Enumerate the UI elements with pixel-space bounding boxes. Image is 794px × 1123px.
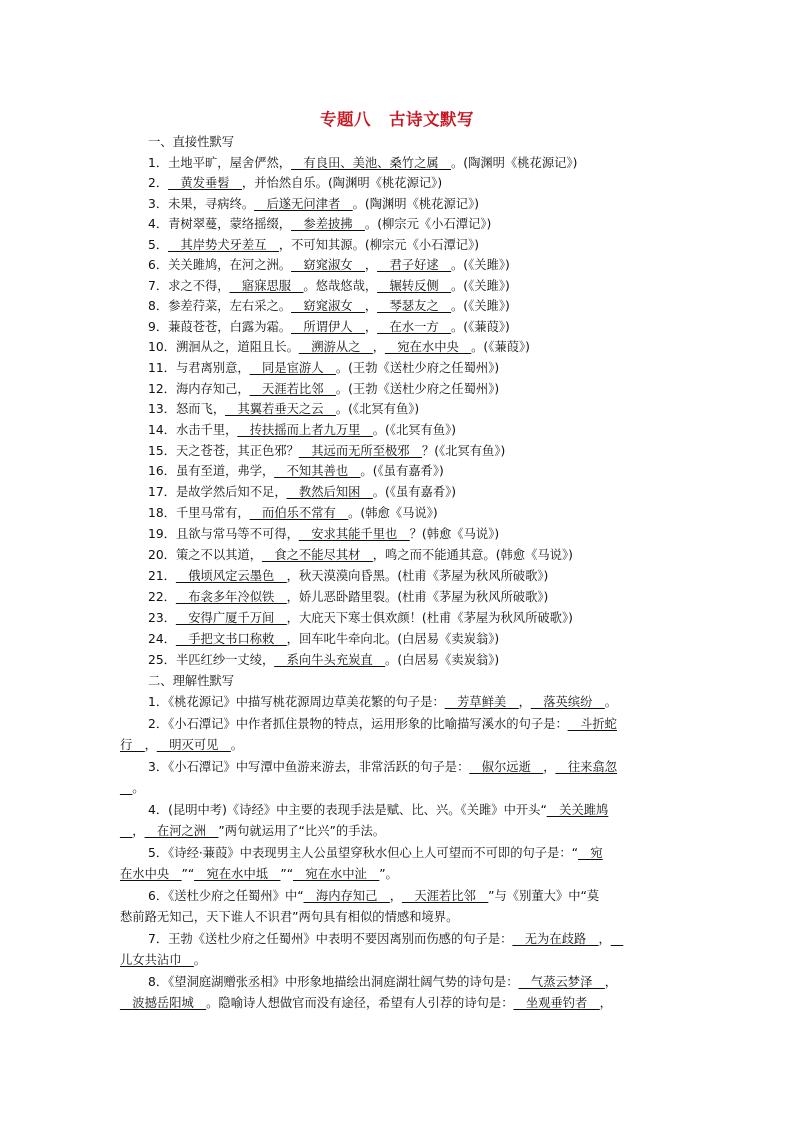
prompt-text: 。(《蒹葭》) xyxy=(471,340,530,354)
answer-blank: __天涯若比邻__ xyxy=(249,382,336,396)
prompt-text: ， xyxy=(389,889,403,903)
answer-blank: __有良田、美池、桑竹之属__ xyxy=(291,156,451,170)
prompt-text: ， xyxy=(604,975,617,989)
prompt-text: ”。 xyxy=(379,867,398,881)
title-topic-name: 古诗文默写 xyxy=(389,110,474,129)
prompt-text: 6．关关雎鸠，在河之洲。 xyxy=(148,258,292,272)
text-line xyxy=(148,175,442,191)
text-line xyxy=(148,278,510,294)
prompt-text: 23． xyxy=(148,611,176,625)
prompt-text: 13．怒而飞， xyxy=(148,402,226,416)
prompt-text: 22． xyxy=(148,590,176,604)
prompt-text: ， xyxy=(599,996,612,1010)
answer-blank: __ xyxy=(120,824,133,838)
answer-blank: __琴瑟友之__ xyxy=(377,299,451,313)
text-line xyxy=(148,845,603,861)
answer-blank: __宛在水中沚__ xyxy=(293,867,380,881)
answer-blank: __辗转反侧__ xyxy=(377,279,451,293)
prompt-text: 2． xyxy=(148,176,169,190)
prompt-text: 21． xyxy=(148,569,176,583)
answer-blank: __窈窕淑女__ xyxy=(291,299,365,313)
text-line xyxy=(148,759,617,775)
answer-blank: __安求其能千里也__ xyxy=(298,527,410,541)
prompt-text: 。(《关雎》) xyxy=(451,279,510,293)
prompt-text: 。 xyxy=(604,695,618,709)
answer-blank: __宛在水中央__ xyxy=(385,340,472,354)
text-line xyxy=(148,257,510,273)
prompt-text: ，娇儿恶卧踏里裂。(杜甫《茅屋为秋风所破歌》) xyxy=(286,590,549,604)
prompt-text: 。 xyxy=(132,781,145,795)
answer-blank: __后遂无问津者__ xyxy=(254,197,353,211)
title-topic-number: 专题八 xyxy=(320,110,371,129)
prompt-text: 二、理解性默写 xyxy=(148,674,235,688)
prompt-text: 7．求之不得， xyxy=(148,279,230,293)
text-line xyxy=(148,974,617,990)
text-line xyxy=(120,737,243,753)
text-line xyxy=(148,888,599,904)
text-line xyxy=(148,381,499,397)
text-line xyxy=(148,673,234,689)
prompt-text: 1．《桃花源记》中描写桃花源周边草美花繁的句子是： xyxy=(148,695,445,709)
prompt-text: ”两句就运用了“比兴”的手法。 xyxy=(218,824,386,838)
answer-blank: 儿女共沾巾__ xyxy=(120,953,194,967)
text-line xyxy=(148,547,573,563)
prompt-text: 。 xyxy=(193,953,207,967)
prompt-text: 12．海内存知己， xyxy=(148,382,250,396)
answer-blank: __布衾多年冷似铁__ xyxy=(175,590,287,604)
prompt-text: ， xyxy=(364,299,378,313)
text-line xyxy=(148,237,479,253)
text-line xyxy=(120,952,206,968)
answer-blank: __教然后知困__ xyxy=(286,485,373,499)
text-line xyxy=(148,802,608,818)
prompt-text: 4．(昆明中考)《诗经》中主要的表现手法是赋、比、兴。《关雎》中开头“ xyxy=(148,803,547,817)
answer-blank: __海内存知己__ xyxy=(303,889,390,903)
text-line xyxy=(148,505,438,521)
prompt-text: ， xyxy=(144,738,157,752)
prompt-text: 24． xyxy=(148,632,176,646)
prompt-text: 愁前路无知己，天下谁人不识君”两句具有相似的情感和境界。 xyxy=(120,910,459,924)
answer-blank: __系向牛头充炭直__ xyxy=(274,653,386,667)
text-line xyxy=(120,823,385,839)
text-line xyxy=(148,196,479,212)
prompt-text: 。隐喻诗人想做官而没有途径，希望有人引荐的诗句是： xyxy=(206,996,514,1010)
prompt-text: 。(《北冥有鱼》) xyxy=(335,402,420,416)
prompt-text: 。(陶渊明《桃花源记》) xyxy=(352,197,480,211)
text-line xyxy=(148,463,444,479)
answer-blank: __不知其善也__ xyxy=(274,464,361,478)
answer-blank: 行__ xyxy=(120,738,145,752)
answer-blank: __俄顷风定云墨色__ xyxy=(175,569,287,583)
answer-blank: __窈窕淑女__ xyxy=(291,258,365,272)
page-title xyxy=(0,106,794,130)
prompt-text: ”与《别董大》中“莫 xyxy=(488,889,600,903)
answer-blank: __所谓伊人__ xyxy=(291,320,365,334)
answer-blank: __抟扶摇而上者九万里__ xyxy=(237,423,373,437)
prompt-text: 。(《虽有嘉肴》) xyxy=(372,485,457,499)
answer-blank: __溯游从之__ xyxy=(298,340,373,354)
answer-blank: __关关雎鸠 xyxy=(546,803,609,817)
answer-blank: __波撼岳阳城__ xyxy=(120,996,207,1010)
answer-blank: __明灭可见__ xyxy=(156,738,231,752)
text-line xyxy=(148,568,548,584)
prompt-text: ，回车叱牛牵向北。(白居易《卖炭翁》) xyxy=(286,632,500,646)
answer-blank: __芳草鲜美__ xyxy=(444,695,519,709)
prompt-text: 。(柳宗元《小石潭记》) xyxy=(364,217,492,231)
answer-blank: __在水一方__ xyxy=(377,320,451,334)
text-line xyxy=(148,526,499,542)
text-line xyxy=(148,589,548,605)
text-line xyxy=(148,422,456,438)
prompt-text: 17．是故学然后知不足， xyxy=(148,485,287,499)
text-line xyxy=(148,155,577,171)
answer-blank: __食之不能尽其材__ xyxy=(262,548,373,562)
text-line xyxy=(148,443,505,459)
prompt-text: 。(《北冥有鱼》) xyxy=(372,423,457,437)
answer-blank: 在水中央__ xyxy=(120,867,182,881)
prompt-text: 。 xyxy=(230,738,244,752)
prompt-text: 8．参差荇菜，左右采之。 xyxy=(148,299,292,313)
prompt-text: 10．溯洄从之，道阻且长。 xyxy=(148,340,299,354)
answer-blank: __无为在歧路__ xyxy=(512,932,599,946)
prompt-text: ，不可知其源。(柳宗元《小石潭记》) xyxy=(278,238,480,252)
text-line xyxy=(148,134,234,150)
prompt-text: 3．未果，寻病终。 xyxy=(148,197,255,211)
answer-blank: __而伯乐不常有__ xyxy=(249,506,349,520)
prompt-text: 。(《蒹葭》) xyxy=(451,320,510,334)
prompt-text: ，大庇天下寒士俱欢颜！(杜甫《茅屋为秋风所破歌》) xyxy=(286,611,573,625)
answer-blank: __宛在水中坻__ xyxy=(194,867,281,881)
prompt-text: 16．虽有至道，弗学， xyxy=(148,464,275,478)
prompt-text: 。(王勃《送杜少府之任蜀州》) xyxy=(335,382,500,396)
prompt-text: ？(韩愈《马说》) xyxy=(409,527,500,541)
answer-blank: __其翼若垂天之云__ xyxy=(225,402,336,416)
prompt-text: ”“ xyxy=(181,867,195,881)
prompt-text: 18．千里马常有， xyxy=(148,506,250,520)
prompt-text: ，并怡然自乐。(陶渊明《桃花源记》) xyxy=(241,176,443,190)
answer-blank: __寤寐思服__ xyxy=(229,279,304,293)
prompt-text: ， xyxy=(364,258,378,272)
text-line xyxy=(148,652,499,668)
answer-blank: __天涯若比邻__ xyxy=(402,889,489,903)
text-line xyxy=(148,216,491,232)
prompt-text: 15．天之苍苍，其正色邪？ xyxy=(148,444,299,458)
text-line xyxy=(148,716,617,732)
prompt-text: ， xyxy=(598,932,611,946)
prompt-text: 9．蒹葭苍苍，白露为霜。 xyxy=(148,320,292,334)
text-line xyxy=(148,319,510,335)
text-line xyxy=(148,694,617,710)
text-line xyxy=(148,931,623,947)
prompt-text: ， xyxy=(372,340,386,354)
answer-blank: __黄发垂髫__ xyxy=(168,176,242,190)
text-line xyxy=(120,866,398,882)
text-line xyxy=(148,401,419,417)
text-line xyxy=(148,610,573,626)
answer-blank: __俶尔远逝__ xyxy=(469,760,544,774)
prompt-text: 7．王勃《送杜少府之任蜀州》中表明不要因离别而伤感的句子是： xyxy=(148,932,513,946)
prompt-text: 6．《送杜少府之任蜀州》中“ xyxy=(148,889,304,903)
text-line xyxy=(120,909,458,925)
answer-blank: __气蒸云梦泽__ xyxy=(518,975,605,989)
prompt-text: 一、直接性默写 xyxy=(148,135,235,149)
prompt-text: ， xyxy=(364,320,378,334)
text-line xyxy=(148,631,499,647)
text-line xyxy=(148,298,510,314)
prompt-text: ， xyxy=(518,695,531,709)
prompt-text: 。(白居易《卖炭翁》) xyxy=(385,653,500,667)
answer-blank: __在河之洲__ xyxy=(144,824,219,838)
prompt-text: 5． xyxy=(148,238,169,252)
prompt-text: 。(王勃《送杜少府之任蜀州》) xyxy=(335,361,500,375)
prompt-text: 。悠哉悠哉， xyxy=(303,279,378,293)
prompt-text: 20．策之不以其道， xyxy=(148,548,263,562)
prompt-text: ？(《北冥有鱼》) xyxy=(421,444,506,458)
text-line xyxy=(148,360,499,376)
prompt-text: ， xyxy=(543,760,556,774)
prompt-text: 4．青树翠蔓，蒙络摇缀， xyxy=(148,217,292,231)
prompt-text: 25．半匹红纱一丈绫， xyxy=(148,653,275,667)
prompt-text: 8．《望洞庭湖赠张丞相》中形象地描绘出洞庭湖壮阔气势的诗句是： xyxy=(148,975,519,989)
prompt-text: 。(《关雎》) xyxy=(451,299,510,313)
text-line xyxy=(148,484,456,500)
answer-blank: __宛 xyxy=(578,846,603,860)
answer-blank: __参差披拂__ xyxy=(291,217,365,231)
prompt-text: ，秋天漠漠向昏黑。(杜甫《茅屋为秋风所破歌》) xyxy=(286,569,549,583)
prompt-text: 11．与君离别意， xyxy=(148,361,250,375)
answer-blank: __其岸势犬牙差互__ xyxy=(168,238,279,252)
prompt-text: 。(韩愈《马说》) xyxy=(348,506,438,520)
prompt-text: 1．土地平旷，屋舍俨然， xyxy=(148,156,292,170)
prompt-text: 5．《诗经·蒹葭》中表现男主人公虽望穿秋水但心上人可望而不可即的句子是：“ xyxy=(148,846,579,860)
answer-blank: __其远而无所至极邪__ xyxy=(298,444,422,458)
text-line xyxy=(120,780,145,796)
prompt-text: ”“ xyxy=(280,867,294,881)
prompt-text: 。(《虽有嘉肴》) xyxy=(360,464,444,478)
prompt-text: ， xyxy=(132,824,145,838)
answer-blank: __同是宦游人__ xyxy=(249,361,336,375)
prompt-text: 。(陶渊明《桃花源记》) xyxy=(450,156,578,170)
text-line xyxy=(120,995,612,1011)
prompt-text: ，鸣之而不能通其意。(韩愈《马说》) xyxy=(372,548,573,562)
answer-blank: __手把文书口称敕__ xyxy=(175,632,287,646)
prompt-text: 3．《小石潭记》中写潭中鱼游来游去，非常活跃的句子是： xyxy=(148,760,470,774)
answer-blank: __ xyxy=(120,781,133,795)
prompt-text: 。(《关雎》) xyxy=(451,258,510,272)
prompt-text: 14．水击千里， xyxy=(148,423,238,437)
answer-blank: __君子好逑__ xyxy=(377,258,451,272)
answer-blank: __坐观垂钓者__ xyxy=(513,996,600,1010)
answer-blank: __斗折蛇 xyxy=(567,717,617,731)
answer-blank: __往来翕忽 xyxy=(555,760,618,774)
prompt-text: 19．且欲与常马等不可得， xyxy=(148,527,299,541)
answer-blank: __落英缤纷__ xyxy=(530,695,605,709)
text-line xyxy=(148,339,530,355)
answer-blank: __安得广厦千万间__ xyxy=(175,611,287,625)
prompt-text: 2．《小石潭记》中作者抓住景物的特点，运用形象的比喻描写溪水的句子是： xyxy=(148,717,568,731)
answer-blank: __ xyxy=(610,932,624,946)
